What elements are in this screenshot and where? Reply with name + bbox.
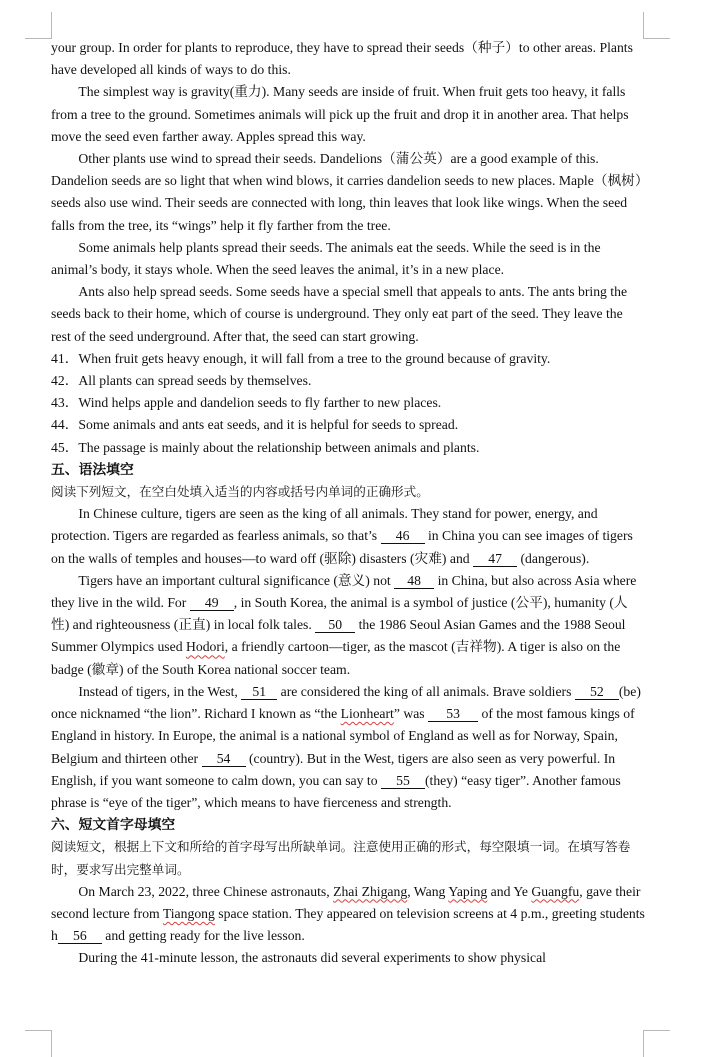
text-run: are considered the king of all animals. Brave soldiers <box>277 683 575 699</box>
name-yaping: Yaping <box>448 883 488 899</box>
crop-mark-top-right <box>643 12 670 39</box>
blank-56[interactable]: 56 <box>58 928 102 944</box>
text-run: and getting ready for the live lesson. <box>101 928 305 944</box>
question-45: 45．The passage is mainly about the relationship between animals and plants. <box>51 439 480 455</box>
text-run: in China you can see images of tigers on the walls of temples and houses—to ward off (驱除) disasters (灾难) and <box>51 528 633 566</box>
text-run: (they) “easy tiger”. Another famous phrase is “eye of the tiger”, which means to have fierceness and strength. <box>51 772 621 810</box>
text-run: (be) once nicknamed “the lion”. Richard I known as “the <box>51 683 641 722</box>
text-run: (dangerous). <box>517 550 590 566</box>
text-run: Instead of tigers, in the West, <box>78 683 242 699</box>
reading-paragraph-1: your group. In order for plants to reproduce, they have to spread their seeds（种子）to other areas. Plants have developed all kinds of ways to do this. <box>51 40 633 78</box>
question-41: 41．When fruit gets heavy enough, it will fall from a tree to the ground because of gravity. <box>51 350 551 366</box>
text-run: in China, but also across Asia where they live in the wild. For <box>51 572 637 611</box>
text-run: ” was <box>393 706 429 722</box>
section-6-instruction: 阅读短文，根据上下文和所给的首字母写出所缺单词。注意使用正确的形式，每空限填一词。在填写答卷时，要求写出完整单词。 <box>51 839 631 877</box>
cloze-paragraph-2: During the 41-minute lesson, the astronauts did several experiments to show physical <box>78 950 546 966</box>
text-run: On March 23, 2022, three Chinese astronauts, <box>78 883 334 899</box>
word-tiangong: Tiangong <box>162 905 215 921</box>
text-run: and Ye <box>487 883 532 899</box>
reading-paragraph-5: Ants also help spread seeds. Some seeds have a special smell that appeals to ants. The ants bring the seeds back to their home, which of course is underground. They only eat part of the seed. They leave the rest of the seed underground. After that, the seed can start growing. <box>51 284 628 344</box>
crop-mark-bottom-left <box>25 1030 52 1057</box>
grammar-paragraph-2 <box>51 570 645 681</box>
crop-mark-top-left <box>25 12 52 39</box>
blank-48[interactable]: 48 <box>394 573 434 589</box>
crop-mark-bottom-right <box>643 1030 670 1057</box>
blank-53[interactable]: 53 <box>428 706 478 722</box>
section-5-instruction: 阅读下列短文，在空白处填入适当的内容或括号内单词的正确形式。 <box>51 484 429 500</box>
reading-paragraph-3: Other plants use wind to spread their seeds. Dandelions（蒲公英）are a good example of this. Dandelion seeds are so light that when wind blows, it carries dandelion seeds to new places. Maple（枫树）seeds also use wind. Their seeds are connected with long, thin leaves that look like wings. When the seed falls from the tree, its “wings” help it fly farther from the tree. <box>51 151 642 233</box>
text-run: , a friendly cartoon—tiger, as the mascot (吉祥物). A tiger is also on the badge (徽章) of the South Korea national soccer team. <box>51 639 621 677</box>
name-zhai-zhigang: Zhai Zhigang <box>333 883 408 899</box>
section-5-heading: 五、语法填空 <box>51 461 134 478</box>
text-run: , Wang <box>407 883 449 899</box>
reading-paragraph-4: Some animals help plants spread their seeds. The animals eat the seeds. While the seed is in the animal’s body, it stays whole. When the seed leaves the animal, it’s in a new place. <box>51 239 601 278</box>
cloze-paragraph-1 <box>51 881 645 948</box>
grammar-paragraph-3 <box>51 681 645 814</box>
blank-49[interactable]: 49 <box>190 595 234 611</box>
name-guangfu: Guangfu <box>531 883 580 899</box>
word-hodori: Hodori <box>185 639 225 655</box>
grammar-paragraph-1 <box>51 503 645 570</box>
section-6-heading: 六、短文首字母填空 <box>51 817 176 834</box>
blank-54[interactable]: 54 <box>202 751 246 767</box>
blank-52[interactable]: 52 <box>575 684 619 700</box>
question-44: 44．Some animals and ants eat seeds, and it is helpful for seeds to spread. <box>51 417 459 433</box>
word-lionheart: Lionheart <box>340 706 394 722</box>
blank-47[interactable]: 47 <box>473 551 517 567</box>
document-page <box>51 37 645 970</box>
text-run: space station. They appeared on television screens at 4 p.m., greeting students h <box>51 905 645 944</box>
blank-55[interactable]: 55 <box>381 773 425 789</box>
text-run: In Chinese culture, tigers are seen as the king of all animals. They stand for power, energy, and protection. Tigers are regarded as fearless animals, so that’s <box>51 506 598 544</box>
text-run: (country). But in the West, tigers are also seen as very powerful. In English, if you want someone to calm down, you can say to <box>51 750 616 788</box>
text-run: , in South Korea, the animal is a symbol of justice (公平), humanity (人性) and righteousness (正直) in local folk tales. <box>51 595 628 633</box>
question-42: 42．All plants can spread seeds by themselves. <box>51 373 312 389</box>
text-run: Tigers have an important cultural significance (意义) not <box>78 572 395 588</box>
question-43: 43．Wind helps apple and dandelion seeds to fly farther to new places. <box>51 395 442 411</box>
text-run: of the most famous kings of England in history. In Europe, the animal is a national symbol of England as well as for Norway, Spain, Belgium and thirteen other <box>51 706 635 766</box>
blank-51[interactable]: 51 <box>241 684 277 700</box>
blank-50[interactable]: 50 <box>315 617 355 633</box>
reading-paragraph-2: The simplest way is gravity(重力). Many seeds are inside of fruit. When fruit gets too heavy, it falls from a tree to the ground. Sometimes animals will pick up the fruit and drop it in another area. That helps move the seed even farther away. Apples spread this way. <box>51 84 629 144</box>
text-run: , gave their second lecture from <box>51 883 641 921</box>
blank-46[interactable]: 46 <box>381 528 425 544</box>
text-run: the 1986 Seoul Asian Games and the 1988 Seoul Summer Olympics used <box>51 617 626 655</box>
